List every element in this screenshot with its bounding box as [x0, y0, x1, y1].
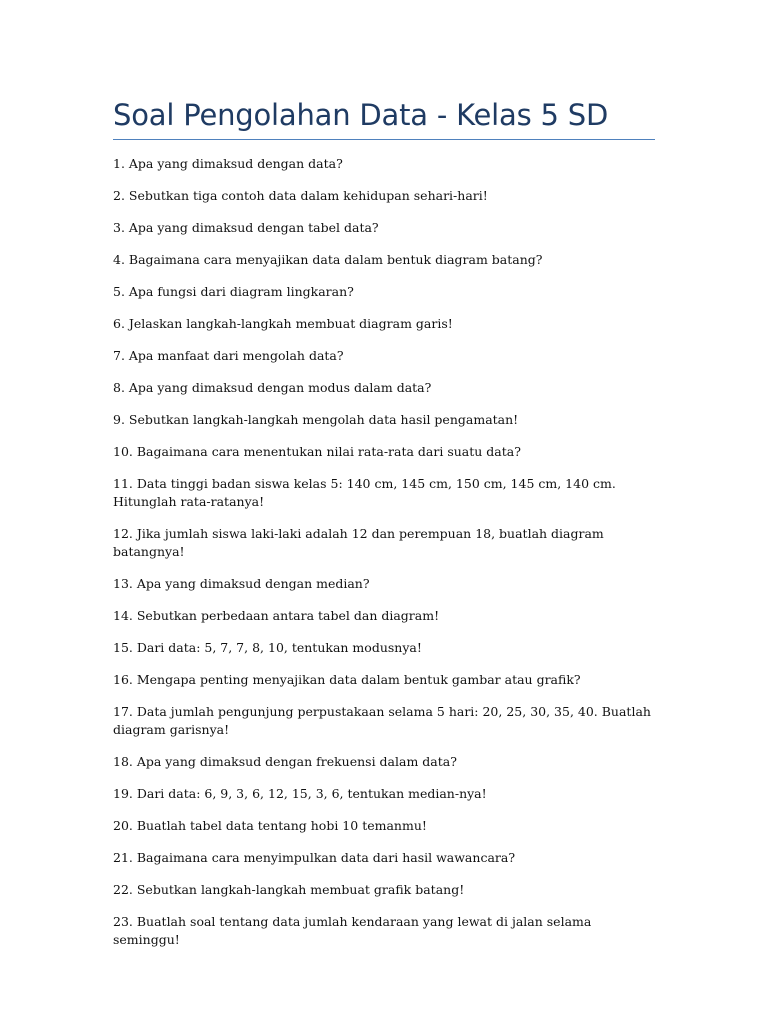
question-item: 18. Apa yang dimaksud dengan frekuensi dalam data? — [113, 754, 457, 769]
question-list — [113, 155, 655, 949]
question-item: 22. Sebutkan langkah-langkah membuat grafik batang! — [113, 882, 465, 897]
question-item: 6. Jelaskan langkah-langkah membuat diagram garis! — [113, 316, 453, 331]
question-item: 14. Sebutkan perbedaan antara tabel dan diagram! — [113, 608, 440, 623]
question-item: 3. Apa yang dimaksud dengan tabel data? — [113, 220, 379, 235]
question-item: 1. Apa yang dimaksud dengan data? — [113, 156, 343, 171]
question-item: 19. Dari data: 6, 9, 3, 6, 12, 15, 3, 6, tentukan median-nya! — [113, 786, 487, 801]
question-item: 4. Bagaimana cara menyajikan data dalam bentuk diagram batang? — [113, 252, 543, 267]
question-item: 15. Dari data: 5, 7, 7, 8, 10, tentukan modusnya! — [113, 640, 422, 655]
page-title: Soal Pengolahan Data - Kelas 5 SD — [113, 98, 609, 132]
question-item: 16. Mengapa penting menyajikan data dalam bentuk gambar atau grafik? — [113, 672, 581, 687]
document-page — [113, 95, 655, 963]
question-item: 11. Data tinggi badan siswa kelas 5: 140 cm, 145 cm, 150 cm, 145 cm, 140 cm. Hitunglah rata-ratanya! — [113, 476, 616, 509]
question-item: 7. Apa manfaat dari mengolah data? — [113, 348, 344, 363]
question-item: 23. Buatlah soal tentang data jumlah kendaraan yang lewat di jalan selama seminggu! — [113, 914, 592, 947]
question-item: 10. Bagaimana cara menentukan nilai rata-rata dari suatu data? — [113, 444, 521, 459]
question-item: 2. Sebutkan tiga contoh data dalam kehidupan sehari-hari! — [113, 188, 488, 203]
question-item: 12. Jika jumlah siswa laki-laki adalah 12 dan perempuan 18, buatlah diagram batangnya! — [113, 526, 604, 559]
question-item: 5. Apa fungsi dari diagram lingkaran? — [113, 284, 354, 299]
question-item: 13. Apa yang dimaksud dengan median? — [113, 576, 370, 591]
question-item: 17. Data jumlah pengunjung perpustakaan selama 5 hari: 20, 25, 30, 35, 40. Buatlah diagram garisnya! — [113, 704, 651, 737]
title-divider — [113, 139, 655, 140]
question-item: 20. Buatlah tabel data tentang hobi 10 temanmu! — [113, 818, 427, 833]
question-item: 8. Apa yang dimaksud dengan modus dalam data? — [113, 380, 432, 395]
question-item: 9. Sebutkan langkah-langkah mengolah data hasil pengamatan! — [113, 412, 519, 427]
question-item: 21. Bagaimana cara menyimpulkan data dari hasil wawancara? — [113, 850, 516, 865]
